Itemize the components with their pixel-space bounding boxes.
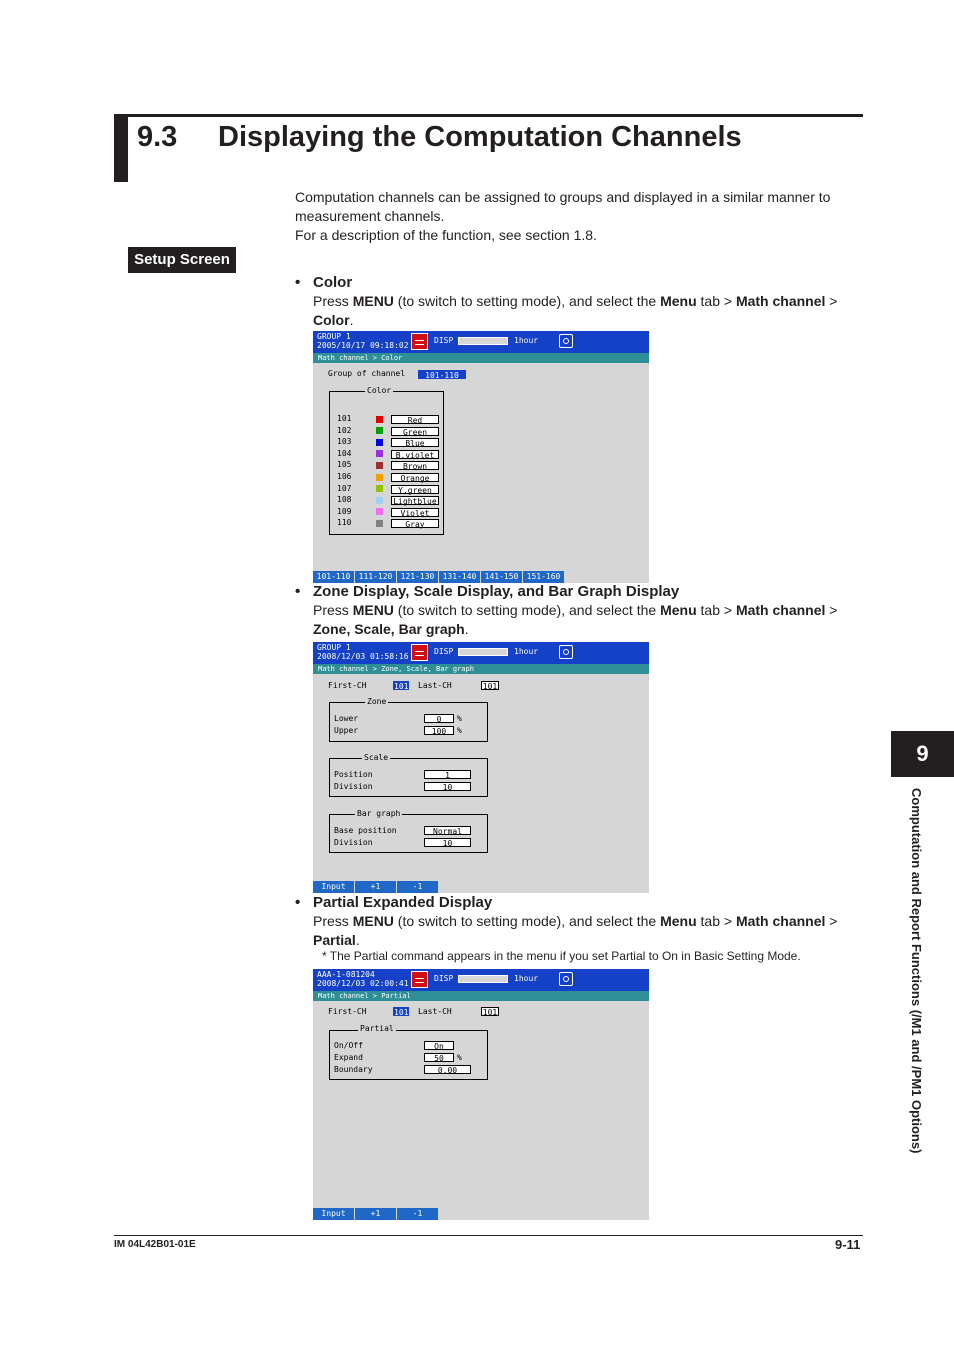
softkey-bar bbox=[313, 1208, 439, 1220]
group-tab[interactable]: 111-120 bbox=[355, 571, 397, 583]
menu-path: Partial bbox=[313, 932, 356, 948]
instr-text: (to switch to setting mode), and select the bbox=[393, 913, 661, 929]
channel-number: 104 bbox=[337, 448, 352, 458]
section-number: 9.3 bbox=[137, 121, 178, 153]
recorder-logo-icon bbox=[411, 644, 428, 661]
intro-line-3: For a description of the function, see section 1.8. bbox=[295, 227, 597, 243]
partial-note: * The Partial command appears in the menu if you set Partial to On in Basic Setting Mode. bbox=[322, 949, 801, 963]
minus-one-softkey[interactable]: -1 bbox=[397, 1208, 439, 1220]
partial-screen bbox=[313, 969, 649, 1220]
hour-label: 1hour bbox=[514, 974, 539, 983]
intro-line-2: measurement channels. bbox=[295, 208, 445, 224]
disp-label: DISP bbox=[434, 647, 454, 656]
color-swatch bbox=[376, 416, 383, 423]
instr-text: tab > bbox=[696, 293, 736, 309]
group-name: GROUP 1 bbox=[317, 643, 351, 652]
channel-color-field[interactable]: Red bbox=[391, 415, 439, 424]
menu-tab: Menu bbox=[660, 293, 697, 309]
partial-box-title: Partial bbox=[360, 1024, 394, 1033]
menu-key: MENU bbox=[352, 913, 394, 929]
instr-text: . bbox=[464, 621, 469, 637]
base-position-label: Base position bbox=[334, 826, 397, 835]
recorder-logo-icon bbox=[411, 333, 428, 350]
menu-path: Math channel bbox=[735, 602, 826, 618]
hour-label: 1hour bbox=[514, 336, 539, 345]
setup-screen-label: Setup Screen bbox=[128, 247, 236, 273]
color-swatch bbox=[376, 520, 383, 527]
plus-one-softkey[interactable]: +1 bbox=[355, 881, 397, 893]
disp-label: DISP bbox=[434, 336, 454, 345]
lower-field[interactable]: 0 bbox=[424, 714, 454, 723]
page-number: 9-11 bbox=[835, 1237, 861, 1252]
menu-path: Math channel bbox=[735, 293, 826, 309]
division-label: Division bbox=[334, 782, 373, 791]
datetime: 2008/12/03 02:00:41 bbox=[317, 979, 409, 988]
position-field[interactable]: 1 bbox=[424, 770, 471, 779]
status-indicator bbox=[458, 337, 508, 345]
percent-unit: % bbox=[457, 714, 462, 723]
bullet-title: Zone Display, Scale Display, and Bar Graph Display bbox=[313, 583, 680, 600]
base-position-field[interactable]: Normal bbox=[424, 826, 471, 835]
first-ch-field[interactable]: 101 bbox=[394, 1008, 409, 1017]
snapshot-icon[interactable] bbox=[559, 972, 573, 986]
last-ch-label: Last-CH bbox=[418, 681, 452, 690]
menu-key: MENU bbox=[352, 293, 394, 309]
input-softkey[interactable]: Input bbox=[313, 881, 355, 893]
group-tab[interactable]: 121-130 bbox=[397, 571, 439, 583]
channel-color-field[interactable]: B.violet bbox=[391, 450, 439, 459]
onoff-label: On/Off bbox=[334, 1041, 363, 1050]
channel-color-field[interactable]: Orange bbox=[391, 473, 439, 482]
channel-color-field[interactable]: Brown bbox=[391, 461, 439, 470]
status-bar bbox=[313, 969, 649, 991]
group-of-channel-field[interactable]: 101-110 bbox=[418, 370, 466, 379]
datetime: 2008/12/03 01:58:16 bbox=[317, 652, 409, 661]
datetime: 2005/10/17 09:18:02 bbox=[317, 341, 409, 350]
channel-color-field[interactable]: Y.green bbox=[391, 485, 439, 494]
status-bar bbox=[313, 642, 649, 664]
channel-color-field[interactable]: Blue bbox=[391, 438, 439, 447]
snapshot-icon[interactable] bbox=[559, 334, 573, 348]
minus-one-softkey[interactable]: -1 bbox=[397, 881, 439, 893]
group-tab[interactable]: 141-150 bbox=[481, 571, 523, 583]
instr-text: . bbox=[355, 932, 360, 948]
boundary-label: Boundary bbox=[334, 1065, 373, 1074]
status-indicator bbox=[458, 648, 508, 656]
menu-tab: Menu bbox=[660, 602, 697, 618]
group-label bbox=[317, 332, 409, 350]
color-swatch bbox=[376, 497, 383, 504]
intro-line-1: Computation channels can be assigned to groups and displayed in a similar manner to bbox=[295, 189, 831, 205]
page-title: Displaying the Computation Channels bbox=[218, 121, 742, 153]
instr-text: > bbox=[825, 913, 838, 929]
channel-color-field[interactable]: Green bbox=[391, 427, 439, 436]
percent-unit: % bbox=[457, 726, 462, 735]
color-swatch bbox=[376, 439, 383, 446]
first-ch-label: First-CH bbox=[328, 681, 367, 690]
channel-number: 102 bbox=[337, 425, 352, 435]
instruction-partial bbox=[313, 912, 873, 950]
menu-path: Color bbox=[313, 312, 350, 328]
color-screen bbox=[313, 331, 649, 583]
color-swatch bbox=[376, 427, 383, 434]
position-label: Position bbox=[334, 770, 373, 779]
color-swatch bbox=[376, 508, 383, 515]
color-swatch bbox=[376, 485, 383, 492]
channel-color-field[interactable]: Lightblue bbox=[391, 496, 439, 505]
bullet-title: Color bbox=[313, 274, 353, 291]
softkey-bar bbox=[313, 881, 439, 893]
instruction-zone bbox=[313, 601, 873, 639]
heading-marker bbox=[114, 114, 128, 182]
footer-rule bbox=[114, 1235, 863, 1236]
menu-path: Zone, Scale, Bar graph bbox=[313, 621, 465, 637]
expand-field[interactable]: 50 bbox=[424, 1053, 454, 1062]
channel-number: 108 bbox=[337, 495, 352, 505]
heading-rule bbox=[114, 114, 863, 117]
color-swatch bbox=[376, 450, 383, 457]
upper-field[interactable]: 100 bbox=[424, 726, 454, 735]
instr-text: tab > bbox=[696, 602, 736, 618]
status-bar bbox=[313, 331, 649, 353]
instr-text: tab > bbox=[696, 913, 736, 929]
snapshot-icon[interactable] bbox=[559, 645, 573, 659]
last-ch-field[interactable]: 101 bbox=[482, 1008, 498, 1017]
recorder-logo-icon bbox=[411, 971, 428, 988]
first-ch-label: First-CH bbox=[328, 1007, 367, 1016]
color-swatch bbox=[376, 462, 383, 469]
instruction-color bbox=[313, 292, 873, 330]
bullet-color: • Color bbox=[295, 274, 353, 291]
scale-box-title: Scale bbox=[364, 753, 389, 762]
chapter-tab bbox=[906, 788, 926, 1198]
group-label bbox=[317, 643, 409, 661]
chapter-tab-text: Computation and Report Functions (/M1 and /PM1 Options) bbox=[909, 788, 924, 1154]
instr-text: > bbox=[825, 293, 838, 309]
menu-key: MENU bbox=[352, 602, 394, 618]
boundary-field[interactable]: 0.00 bbox=[424, 1065, 471, 1074]
group-name: AAA-1-081204 bbox=[317, 970, 375, 979]
instr-text: (to switch to setting mode), and select the bbox=[393, 293, 661, 309]
manual-code: IM 04L42B01-01E bbox=[114, 1239, 196, 1250]
group-label bbox=[317, 970, 409, 988]
onoff-field[interactable]: On bbox=[424, 1041, 454, 1050]
instr-text: Press bbox=[313, 602, 353, 618]
lower-label: Lower bbox=[334, 714, 359, 723]
bullet-partial: • Partial Expanded Display bbox=[295, 894, 493, 911]
breadcrumb: Math channel > Color bbox=[313, 353, 649, 363]
channel-number: 107 bbox=[337, 483, 352, 493]
color-box-title: Color bbox=[367, 386, 392, 395]
upper-label: Upper bbox=[334, 726, 359, 735]
bar-division-field[interactable]: 10 bbox=[424, 838, 471, 847]
group-name: GROUP 1 bbox=[317, 332, 351, 341]
menu-path: Math channel bbox=[735, 913, 826, 929]
instr-text: > bbox=[825, 602, 838, 618]
instr-text: Press bbox=[313, 913, 353, 929]
group-of-channel-label: Group of channel bbox=[328, 369, 406, 378]
last-ch-field[interactable]: 101 bbox=[482, 682, 498, 691]
instr-text: . bbox=[349, 312, 354, 328]
percent-unit: % bbox=[457, 1053, 462, 1062]
status-indicator bbox=[458, 975, 508, 983]
expand-label: Expand bbox=[334, 1053, 363, 1062]
group-tab[interactable]: 131-140 bbox=[439, 571, 481, 583]
menu-tab: Menu bbox=[660, 913, 697, 929]
hour-label: 1hour bbox=[514, 647, 539, 656]
group-tab[interactable]: 151-160 bbox=[523, 571, 565, 583]
last-ch-label: Last-CH bbox=[418, 1007, 452, 1016]
channel-number: 110 bbox=[337, 518, 352, 528]
breadcrumb: Math channel > Partial bbox=[313, 991, 649, 1001]
zone-box-title: Zone bbox=[367, 697, 387, 706]
bullet-title: Partial Expanded Display bbox=[313, 894, 493, 911]
color-swatch bbox=[376, 474, 383, 481]
channel-color-field[interactable]: Gray bbox=[391, 519, 439, 528]
division-field[interactable]: 10 bbox=[424, 782, 471, 791]
channel-number: 109 bbox=[337, 506, 352, 516]
first-ch-field[interactable]: 101 bbox=[394, 682, 409, 691]
channel-number: 101 bbox=[337, 414, 352, 423]
channel-number: 106 bbox=[337, 472, 352, 481]
input-softkey[interactable]: Input bbox=[313, 1208, 355, 1220]
instr-text: (to switch to setting mode), and select the bbox=[393, 602, 661, 618]
bullet-zone: • Zone Display, Scale Display, and Bar Graph Display bbox=[295, 583, 680, 600]
chapter-tab-number: 9 bbox=[891, 731, 954, 777]
bar-division-label: Division bbox=[334, 838, 373, 847]
breadcrumb: Math channel > Zone, Scale, Bar graph bbox=[313, 664, 649, 674]
bar-graph-box-title: Bar graph bbox=[357, 809, 401, 818]
channel-color-field[interactable]: Violet bbox=[391, 508, 439, 517]
group-tabs bbox=[313, 571, 565, 583]
disp-label: DISP bbox=[434, 974, 454, 983]
plus-one-softkey[interactable]: +1 bbox=[355, 1208, 397, 1220]
channel-number: 103 bbox=[337, 437, 352, 447]
group-tab[interactable]: 101-110 bbox=[313, 571, 355, 583]
channel-number: 105 bbox=[337, 460, 352, 470]
zone-screen bbox=[313, 642, 649, 893]
instr-text: Press bbox=[313, 293, 353, 309]
